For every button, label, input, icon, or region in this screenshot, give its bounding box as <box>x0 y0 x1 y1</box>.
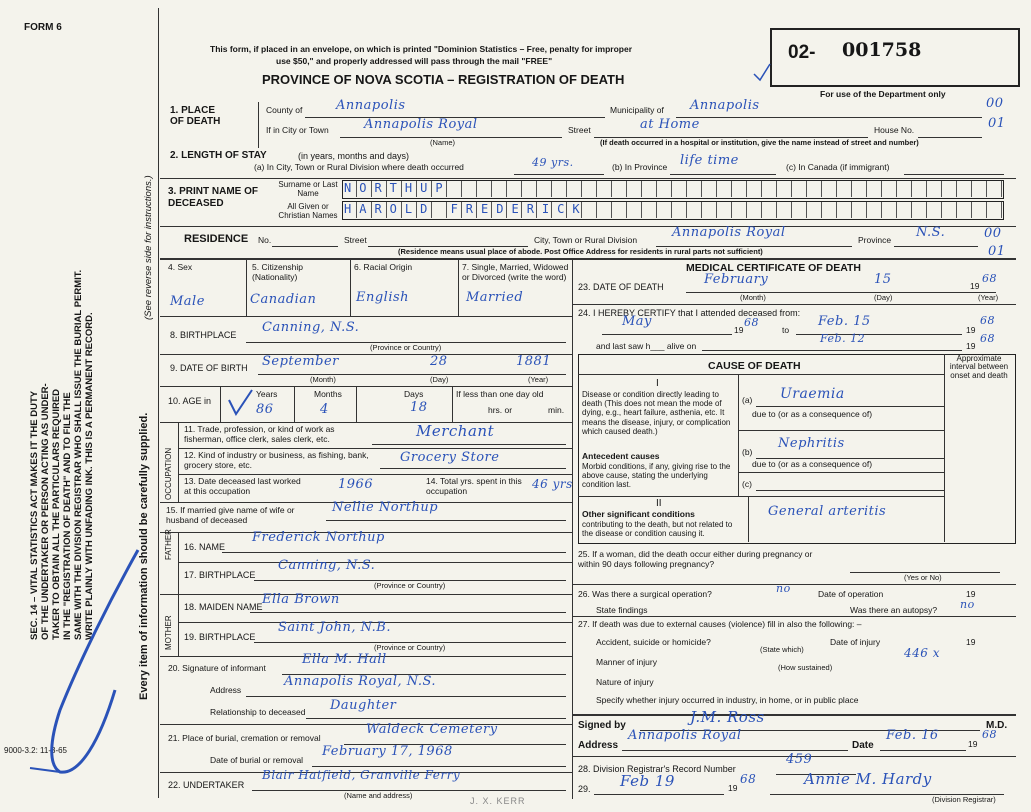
antecedent-hint: Morbid conditions, if any, giving rise to the above cause, stating the underlying condition last. <box>582 462 731 490</box>
signoff-address-value: Annapolis Royal <box>628 728 742 743</box>
stamp-note: J. X. KERR <box>470 796 526 806</box>
direct-cause-label: Disease or condition directly leading to death (This does not mean the mode of dying, e.g., heart failure, asthenia, etc. It means the disease, injury, or complication which caused death.) <box>582 390 731 436</box>
birthplace-value: Canning, N.S. <box>262 320 360 335</box>
nature-label: Nature of injury <box>596 677 654 687</box>
age-label: 10. AGE in <box>168 396 212 406</box>
residence-city-value: Annapolis Royal <box>672 225 786 240</box>
record-number-value: 459 <box>786 752 813 767</box>
md-label: M.D. <box>986 720 1008 731</box>
undertaker-label: 22. UNDERTAKER <box>168 780 245 790</box>
burial-place-label: 21. Place of burial, cremation or removal <box>168 733 321 743</box>
form-title: PROVINCE OF NOVA SCOTIA – REGISTRATION OF DEATH <box>262 72 625 87</box>
father-birthplace-label: 17. BIRTHPLACE <box>184 570 256 580</box>
attended-from: May <box>622 314 652 329</box>
mother-birthplace-value: Saint John, N.B. <box>278 620 391 635</box>
last-saw-label: and last saw h___ alive on <box>596 341 697 351</box>
mail-notice-2: use $50," and properly addressed will pass through the mail "FREE" <box>276 56 553 66</box>
length-of-stay-label: 2. LENGTH OF STAY <box>170 150 267 161</box>
registration-prefix: 02- <box>788 42 816 63</box>
last-saw-year-prefix: 19 <box>966 341 976 351</box>
trade-label: 11. Trade, profession, or kind of work as fisherman, office clerk, sales clerk, etc. <box>184 424 335 444</box>
months-label: Months <box>314 389 342 399</box>
residence-city-label: City, Town or Rural Division <box>534 235 638 245</box>
father-section: FATHER <box>164 529 173 560</box>
registrar-signature: Annie M. Hardy <box>804 770 932 788</box>
stay-b-value: life time <box>680 153 739 168</box>
death-day: 15 <box>874 272 892 287</box>
birthplace-label: 8. BIRTHPLACE <box>170 330 237 340</box>
occupation-section: OCCUPATION <box>164 447 173 500</box>
house-no-label: House No. <box>874 125 915 135</box>
municipality-label: Municipality of <box>610 105 664 115</box>
hrs-label: hrs. or <box>488 405 513 415</box>
street-label: Street <box>568 125 591 135</box>
given-label: All Given or Christian Names <box>278 202 338 221</box>
date-of-death-label: 23. DATE OF DEATH <box>578 282 664 292</box>
registrar-hint: (Division Registrar) <box>932 795 996 804</box>
registration-date-label: 29. <box>578 784 591 794</box>
given-value: HAROLD FREDERICK <box>344 202 588 216</box>
manner-value: 446 x <box>904 646 940 660</box>
signoff-date-value: Feb. 16 <box>886 728 939 743</box>
reverse-note: (See reverse side for instructions.) <box>143 175 154 320</box>
mother-name-label: 18. MAIDEN NAME <box>184 602 263 612</box>
margin-pen-mark <box>20 540 150 780</box>
death-year-prefix: 19 <box>970 281 980 291</box>
signed-by-label: Signed by <box>578 720 626 731</box>
death-month-hint: (Month) <box>740 293 766 302</box>
registration-year: 68 <box>740 772 757 786</box>
spouse-label: 15. If married give name of wife or husband of deceased <box>166 505 295 525</box>
stay-a-label: (a) In City, Town or Rural Division where death occurred <box>254 162 464 172</box>
total-years-label: 14. Total yrs. spent in this occupation <box>426 476 522 496</box>
father-name-label: 16. NAME <box>184 542 226 552</box>
city-value: Annapolis Royal <box>364 117 478 132</box>
signoff-year-prefix: 19 <box>968 739 978 749</box>
citizenship-label: 5. Citizenship (Nationality) <box>252 262 304 282</box>
relationship-value: Daughter <box>330 698 397 713</box>
attended-to: Feb. 15 <box>818 314 871 329</box>
residence-province-value: N.S. <box>916 225 946 240</box>
print-name-label: 3. PRINT NAME OF DECEASED <box>168 186 259 209</box>
undertaker-value: Blair Hatfield, Granville Ferry <box>262 768 461 782</box>
burial-date-value: February 17, 1968 <box>322 744 453 759</box>
injury-date-label: Date of injury <box>830 637 881 647</box>
other-conditions-hint: contributing to the death, but not related to the disease or condition causing it. <box>582 520 733 539</box>
attended-to-label: to <box>782 325 790 335</box>
cause-title: CAUSE OF DEATH <box>708 360 801 372</box>
findings-label: State findings <box>596 605 648 615</box>
interval-label: Approximate interval between onset and death <box>949 354 1009 380</box>
place-of-death-label: 1. PLACE OF DEATH <box>170 105 221 127</box>
county-value: Annapolis <box>336 98 406 113</box>
mother-section: MOTHER <box>164 615 173 650</box>
birthplace-hint: (Province or Country) <box>370 343 442 352</box>
department-use: For use of the Department only <box>820 89 946 99</box>
attended-to-year-prefix: 19 <box>966 325 976 335</box>
trade-value: Merchant <box>416 422 495 440</box>
signoff-address-label: Address <box>578 740 619 751</box>
q26-value: no <box>776 582 791 595</box>
op-date-year-prefix: 19 <box>966 589 976 599</box>
mother-birthplace-label: 19. BIRTHPLACE <box>184 632 256 642</box>
marital-label: 7. Single, Married, Widowed or Divorced (write the word) <box>462 262 569 282</box>
state-which-hint: (State which) <box>760 645 804 654</box>
residence-street-label: Street <box>344 235 367 245</box>
dob-month: September <box>262 354 339 369</box>
injury-date-year-prefix: 19 <box>966 637 976 647</box>
surname-value: NORTHUP <box>344 181 451 195</box>
death-year: 68 <box>982 272 997 285</box>
dob-day-hint: (Day) <box>430 375 449 384</box>
registration-date-value: Feb 19 <box>620 772 675 790</box>
informant-signature: Ella M. Hall <box>302 652 387 667</box>
signoff-year: 68 <box>982 728 997 741</box>
residence-code-a: 00 <box>984 226 1002 241</box>
residence-note: (Residence means usual place of abode. Post Office Address for residents in rural parts not sufficient) <box>398 247 763 256</box>
death-day-hint: (Day) <box>874 293 893 302</box>
cause-b-value: Nephritis <box>778 436 845 451</box>
q26-label: 26. Was there a surgical operation? <box>578 589 712 599</box>
sustained-hint: (How sustained) <box>778 663 833 672</box>
father-birthplace-value: Canning, N.S. <box>278 558 376 573</box>
industry-label: 12. Kind of industry or business, as fishing, bank, grocery store, etc. <box>184 450 369 470</box>
spouse-value: Nellie Northup <box>332 500 439 515</box>
cause-a-value: Uraemia <box>780 386 845 402</box>
origin-label: 6. Racial Origin <box>354 262 413 272</box>
municipality-value: Annapolis <box>690 98 760 113</box>
age-check-mark <box>226 388 256 418</box>
accident-label: Accident, suicide or homicide? <box>596 637 711 647</box>
informant-address: Annapolis Royal, N.S. <box>284 674 437 689</box>
burial-date-label: Date of burial or removal <box>210 755 304 765</box>
death-year-hint: (Year) <box>978 293 999 302</box>
q25-hint: (Yes or No) <box>904 573 942 582</box>
mail-notice-1: This form, if placed in an envelope, on which is printed "Dominion Statistics – Free, penalty for improper <box>210 44 633 54</box>
autopsy-label: Was there an autopsy? <box>850 605 938 615</box>
residence-no-label: No. <box>258 235 272 245</box>
antecedent-label: Antecedent causes <box>582 451 660 461</box>
place-code-b: 01 <box>988 116 1006 131</box>
due-to-a: due to (or as a consequence of) <box>752 409 873 419</box>
relationship-label: Relationship to deceased <box>210 707 306 717</box>
other-conditions-value: General arteritis <box>768 504 887 519</box>
burial-place-value: Waldeck Cemetery <box>366 722 498 737</box>
attended-from-year-prefix: 19 <box>734 325 744 335</box>
attended-from-year: 68 <box>744 316 759 329</box>
q25-label: 25. If a woman, did the death occur either during pregnancy or within 90 days following pregnancy? <box>578 549 813 569</box>
cause-a-marker: (a) <box>742 395 753 405</box>
cause-roman-two: II <box>656 498 662 509</box>
autopsy-value: no <box>960 598 975 611</box>
dob-month-hint: (Month) <box>310 375 336 384</box>
medical-cert-title: MEDICAL CERTIFICATE OF DEATH <box>686 262 861 274</box>
length-of-stay-hint: (in years, months and days) <box>298 151 410 161</box>
stay-a-value: 49 yrs. <box>532 156 574 169</box>
father-name-value: Frederick Northup <box>252 530 385 545</box>
last-saw-year: 68 <box>980 332 995 345</box>
years-label: Years <box>256 389 278 399</box>
last-saw-value: Feb. 12 <box>820 332 866 345</box>
county-label: County of <box>266 105 303 115</box>
total-years-value: 46 yrs <box>532 477 573 491</box>
statute-note: SEC. 14 – VITAL STATISTICS ACT MAKES IT THE DUTY OF THE UNDERTAKER OR PERSON ACTING AS UNDER- TAKER TO OBTAIN ALL THE PARTICULARS REQUIRED IN THE "REGISTRATION OF DEATH" AND TO FILE THE SAME WITH THE DIVISION REGISTRAR WHO SHALL ISSUE THE BURIAL PERMIT. WRITE PLAINLY WITH UNFADING INK. THIS IS A PERMANENT RECORD. <box>29 269 95 640</box>
form-code: 9000-3.2: 11-3-65 <box>4 746 68 755</box>
stay-b-label: (b) In Province <box>612 162 668 172</box>
signoff-date-label: Date <box>852 740 874 751</box>
marital-value: Married <box>466 290 524 305</box>
center-divider <box>572 259 573 799</box>
sex-label: 4. Sex <box>168 262 193 272</box>
other-conditions-label: Other significant conditions <box>582 509 695 519</box>
days-label: Days <box>404 389 424 399</box>
place-code-a: 00 <box>986 96 1004 111</box>
citizenship-value: Canadian <box>250 292 317 307</box>
last-worked-label: 13. Date deceased last worked at this occupation <box>184 476 301 496</box>
min-label: min. <box>548 405 565 415</box>
specify-label: Specify whether injury occurred in industry, in home, or in public place <box>596 695 859 705</box>
surname-label: Surname or Last Name <box>278 180 338 199</box>
city-label: If in City or Town <box>266 125 329 135</box>
death-month: February <box>704 272 769 287</box>
registration-year-prefix: 19 <box>728 783 738 793</box>
cause-b-marker: (b) <box>742 447 753 457</box>
dob-label: 9. DATE OF BIRTH <box>170 363 248 373</box>
residence-code-b: 01 <box>988 244 1006 259</box>
age-months: 4 <box>320 402 329 417</box>
dob-year-hint: (Year) <box>528 375 549 384</box>
mother-country-hint: (Province or Country) <box>374 643 446 652</box>
form-number: FORM 6 <box>24 22 62 33</box>
check-mark <box>752 62 772 82</box>
mother-name-value: Ella Brown <box>262 592 340 607</box>
dob-day: 28 <box>430 354 448 369</box>
due-to-b: due to (or as a consequence of) <box>752 459 873 469</box>
stay-c-label: (c) In Canada (if immigrant) <box>786 162 890 172</box>
informant-signature-label: 20. Signature of informant <box>168 663 266 673</box>
q27-label: 27. If death was due to external causes (violence) fill in also the following: – <box>578 619 862 629</box>
residence-province-label: Province <box>858 235 892 245</box>
manner-label: Manner of injury <box>596 657 657 667</box>
op-date-label: Date of operation <box>818 589 884 599</box>
dob-year: 1881 <box>516 354 552 369</box>
margin-rule <box>158 8 159 798</box>
cause-roman-one: I <box>656 378 659 389</box>
signed-by-value: J.M. Ross <box>690 708 765 726</box>
age-days: 18 <box>410 400 428 415</box>
attended-to-year: 68 <box>980 314 995 327</box>
undertaker-hint: (Name and address) <box>344 791 413 800</box>
record-number-label: 28. Division Registrar's Record Number <box>578 764 736 774</box>
hospital-note: (If death occurred in a hospital or institution, give the name instead of street and number) <box>600 138 919 147</box>
origin-value: English <box>356 290 410 305</box>
supply-note: Every item of information should be carefully supplied. <box>138 412 150 700</box>
registration-number: 001758 <box>842 39 922 61</box>
cause-c-marker: (c) <box>742 479 752 489</box>
city-name-hint: (Name) <box>430 138 456 147</box>
sex-value: Male <box>170 294 205 309</box>
street-value: at Home <box>640 117 700 132</box>
industry-value: Grocery Store <box>400 450 500 465</box>
informant-address-label: Address <box>210 685 242 695</box>
father-country-hint: (Province or Country) <box>374 581 446 590</box>
age-years: 86 <box>256 402 274 417</box>
less-than-day-label: If less than one day old <box>456 389 544 399</box>
residence-label: RESIDENCE <box>184 233 249 245</box>
certify-label: 24. I HEREBY CERTIFY that I attended deceased from: <box>578 308 801 318</box>
last-worked-value: 1966 <box>338 477 374 492</box>
